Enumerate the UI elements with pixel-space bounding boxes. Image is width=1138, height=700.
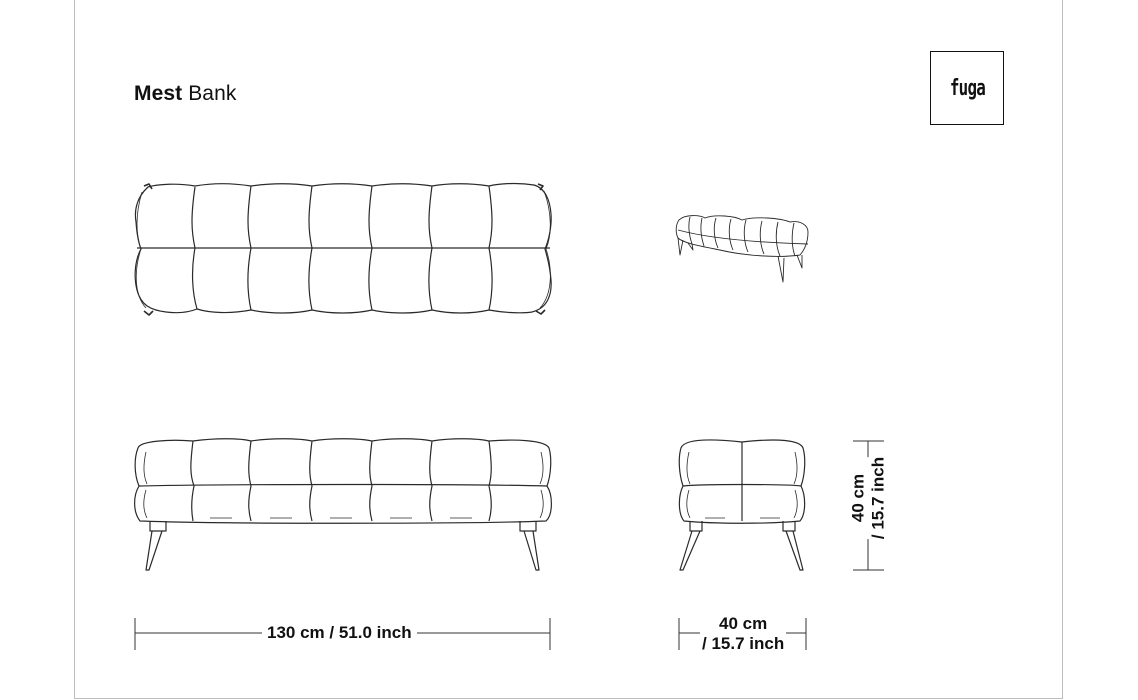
depth-line2: / 15.7 inch [702, 633, 785, 653]
side-view [679, 440, 804, 570]
perspective-view [676, 216, 808, 282]
depth-dimension-label [700, 614, 786, 653]
height-dimension-label [848, 457, 887, 539]
top-view [135, 183, 551, 315]
front-view [135, 439, 552, 570]
height-line2: / 15.7 inch [868, 456, 887, 540]
height-line1: 40 cm [848, 473, 868, 523]
product-name-rest: Bank [188, 82, 237, 105]
depth-line1: 40 cm [719, 614, 768, 633]
logo-text: fuga [949, 75, 985, 101]
product-name-bold: Mest [134, 82, 183, 105]
width-dimension-label: 130 cm / 51.0 inch [262, 623, 417, 643]
